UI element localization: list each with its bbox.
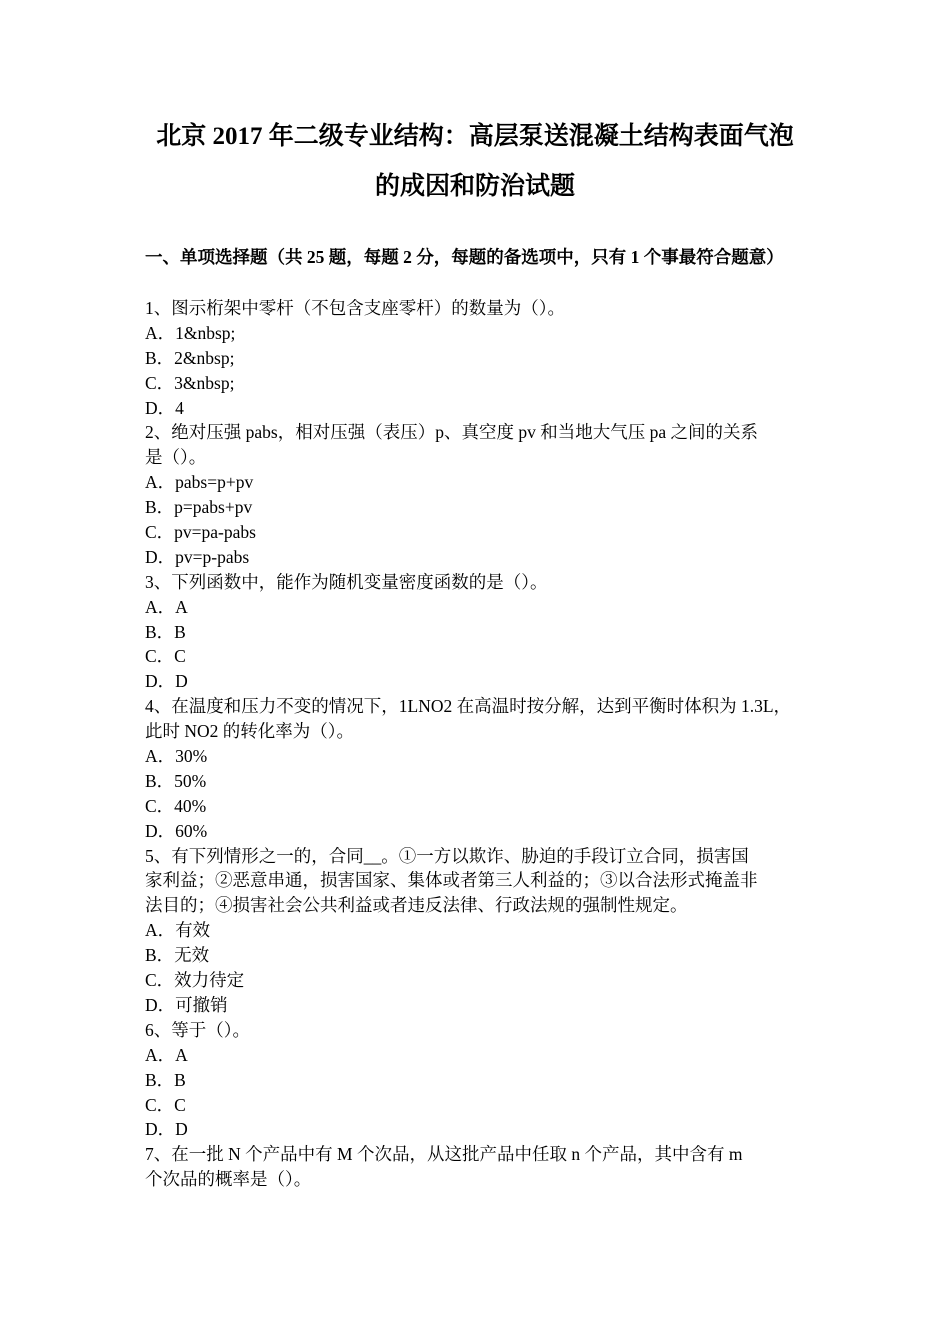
text-line: B．50% [145, 770, 207, 791]
text-line: 1、图示桁架中零杆（不包含支座零杆）的数量为（）。 [145, 298, 565, 318]
document-title-line-2: 的成因和防治试题 [374, 173, 575, 200]
text-line: 4、在温度和压力不变的情况下，1LNO2 在高温时按分解，达到平衡时体积为 1.3L， [145, 696, 792, 717]
text-line: D．pv=p-pabs [145, 546, 250, 567]
text-line: D．D [145, 671, 188, 692]
text-line: 是（）。 [145, 447, 207, 468]
text-line: 此时 NO2 的转化率为（）。 [145, 721, 355, 742]
text-line: B．无效 [145, 945, 210, 966]
text-line: B．2&nbsp; [145, 347, 235, 368]
text-line: A．1&nbsp; [145, 322, 236, 343]
text-line: 2、绝对压强 pabs，相对压强（表压）p、真空度 pv 和当地大气压 pa 之间的关系 [145, 422, 758, 443]
text-line: D．4 [145, 397, 184, 418]
text-line: 法目的；④损害社会公共利益或者违反法律、行政法规的强制性规定。 [145, 895, 688, 916]
section-heading: 一、单项选择题（共 25 题，每题 2 分，每题的备选项中，只有 1 个事最符合题意） [145, 247, 784, 267]
text-line: 6、等于（）。 [145, 1019, 250, 1040]
text-line: A．A [145, 596, 188, 617]
text-line: C．C [145, 646, 186, 667]
question-body [145, 296, 810, 1192]
text-line: C．C [145, 1094, 186, 1115]
text-line: A．pabs=p+pv [145, 472, 254, 493]
text-line: 3、下列函数中，能作为随机变量密度函数的是（）。 [145, 571, 548, 592]
text-line: 个次品的概率是（）。 [145, 1169, 312, 1190]
text-line: D．D [145, 1119, 188, 1140]
text-line: A．A [145, 1044, 188, 1065]
text-line: D．60% [145, 820, 208, 841]
text-line: C．40% [145, 795, 207, 816]
text-line: 7、在一批 N 个产品中有 M 个次品，从这批产品中任取 n 个产品，其中含有 m [145, 1144, 743, 1165]
text-line: 家利益；②恶意串通，损害国家、集体或者第三人利益的；③以合法形式掩盖非 [145, 870, 758, 891]
text-line: B．p=pabs+pv [145, 497, 253, 518]
text-line: A．有效 [145, 920, 211, 941]
text-line: B．B [145, 1069, 186, 1090]
document-title-line-1: 北京 2017 年二级专业结构：高层泵送混凝土结构表面气泡 [156, 123, 794, 150]
text-line: 5、有下列情形之一的，合同__。①一方以欺诈、胁迫的手段订立合同，损害国 [145, 845, 749, 866]
text-line: D．可撤销 [145, 994, 228, 1015]
text-line: C．pv=pa-pabs [145, 522, 256, 543]
text-line: C．3&nbsp; [145, 372, 235, 393]
text-line: A．30% [145, 746, 208, 767]
text-line: B．B [145, 621, 186, 642]
text-line: C．效力待定 [145, 970, 245, 991]
